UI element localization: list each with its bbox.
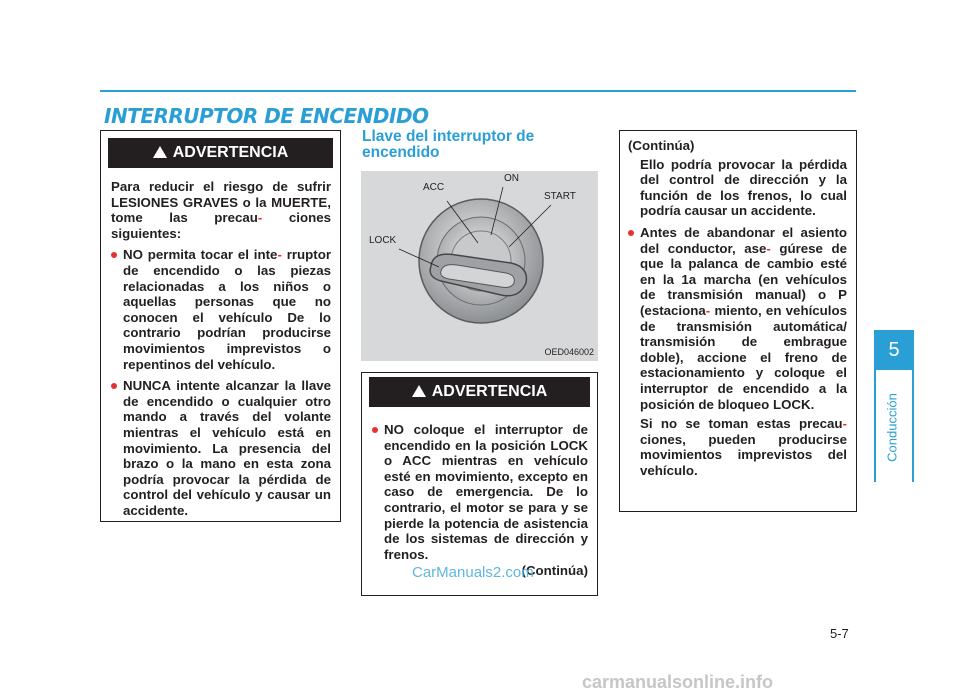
subsection-title: Llave del interruptor de encendido [362,128,535,161]
left-warning-box [100,130,341,522]
left-warning-text [101,168,340,518]
right-paragraph: Ello podría provocar la pérdida del control de dirección y la función de los frenos, lo cual podría causar un accidente. [640,156,847,219]
figure-label-start: START [544,191,576,202]
warning-header: !ADVERTENCIA [108,138,333,168]
section-title: INTERRUPTOR DE ENCENDIDO [104,104,429,128]
page-number: 5-7 [830,626,849,641]
continues-note: (Continúa) [521,563,588,579]
warning-triangle-icon [412,385,426,397]
right-warning-box [619,130,857,512]
right-warning-text [620,131,856,478]
watermark: CarManuals2.com [412,564,534,581]
figure-label-on: ON [504,173,519,184]
chapter-number-tab: 5 [874,330,914,370]
warning-intro: Para reducir el riesgo de sufrir LESIONES GRAVES o la MUERTE, tome las precau- ciones siguientes: [111,179,331,241]
warning-bullet: NO coloque el interruptor de encendido en la posición LOCK o ACC mientras en vehículo esté en movimiento, excepto en caso de emergencia. De lo contrario, el motor se para y se pierde la potencia de asistencia de los sistemas de dirección y frenos. [372,422,588,562]
right-paragraph: Si no se toman estas precau- ciones, pueden producirse movimientos imprevistos del vehículo. [640,416,847,478]
top-rule [100,90,856,92]
chapter-label: Conducción [884,393,900,462]
warning-bullet: NO permita tocar el inte- rruptor de encendido o las piezas relacionadas a los niños o aquellas personas que no conocen el vehículo De lo contrario podrían producirse movimientos imprevistos o repentinos del vehículo. [111,247,331,372]
site-watermark: carmanualsonline.info [582,672,774,692]
warning-triangle-icon [153,146,167,158]
warning-bullet: NUNCA intente alcanzar la llave de encendido o cualquier otro mando a través del volante mientras el vehículo está en movimiento. La presencia del brazo o la mano en esta zona podría provocar la pérdida de control del vehículo y causar un accidente. [111,378,331,518]
continued-note: (Continúa) [628,138,695,153]
middle-warning-box [361,372,598,596]
warning-bullet: Antes de abandonar el asiento del conductor, ase- gúrese de que la palanca de cambio esté en la 1a marcha (en vehículos de transmisión manual) o P (estaciona- miento, en vehículos de transmisión automática/ transmisión de embrague doble), accione el freno de estacionamiento y coloque el interruptor de encendido a la posición de bloqueo LOCK. [628,225,847,412]
ignition-switch-figure [361,171,598,361]
middle-warning-text [362,407,597,579]
figure-label-lock: LOCK [369,235,397,246]
figure-code: OED046002 [544,347,594,357]
figure-label-acc: ACC [423,182,445,193]
warning-header: !ADVERTENCIA [369,377,590,407]
